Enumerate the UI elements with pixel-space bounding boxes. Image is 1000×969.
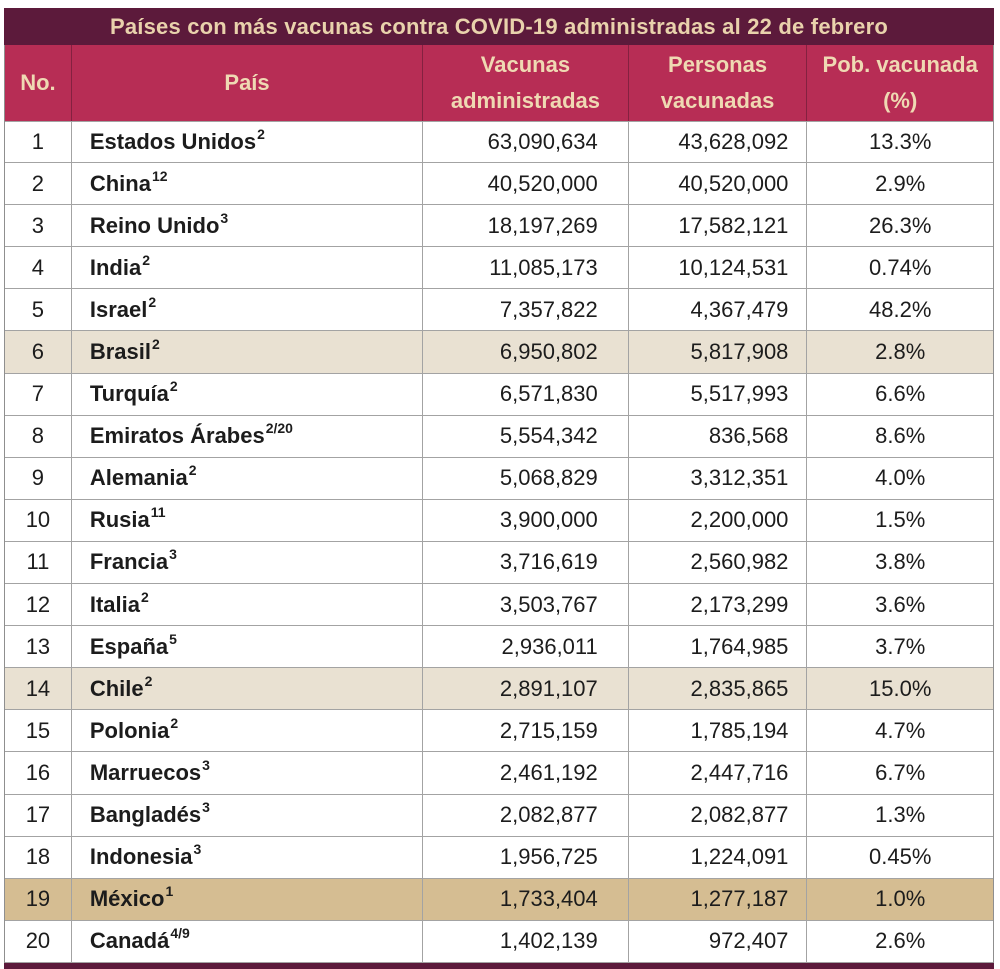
- table-row: [5, 331, 993, 373]
- vaccines-administered-cell: 2,715,159: [422, 710, 628, 751]
- population-vaccinated-pct-cell: 1.5%: [806, 500, 993, 541]
- people-vaccinated-cell: 4,367,479: [628, 289, 807, 330]
- vaccines-administered-cell: 7,357,822: [422, 289, 628, 330]
- table-row: [5, 121, 993, 163]
- country-cell: [71, 668, 422, 709]
- people-vaccinated-cell: 2,200,000: [628, 500, 807, 541]
- country-name: Chile: [89, 675, 144, 701]
- country-name: Marruecos: [89, 759, 202, 785]
- people-vaccinated-cell: 2,835,865: [628, 668, 807, 709]
- country-name: Rusia: [89, 507, 150, 533]
- population-vaccinated-pct-cell: 0.74%: [806, 247, 993, 288]
- country-cell: [71, 374, 422, 415]
- vaccines-administered-cell: 6,950,802: [422, 331, 628, 372]
- table-row: [5, 626, 993, 668]
- table-row: [5, 500, 993, 542]
- table-row: [5, 584, 993, 626]
- footnote-superscript: 2: [152, 336, 160, 353]
- rank-cell: 7: [31, 381, 45, 407]
- vaccines-administered-cell: 11,085,173: [422, 247, 628, 288]
- column-header-population-vaccinated-pct: Pob. vacunada (%): [806, 45, 993, 121]
- rank-cell: 6: [31, 339, 45, 365]
- country-name: España: [89, 633, 169, 659]
- people-vaccinated-cell: 1,277,187: [628, 879, 807, 920]
- footnote-superscript: 3: [202, 756, 210, 773]
- country-cell: [71, 331, 422, 372]
- vaccines-administered-cell: 5,068,829: [422, 458, 628, 499]
- table-row: [5, 458, 993, 500]
- country-cell: [71, 879, 422, 920]
- country-name: Indonesia: [89, 844, 193, 870]
- table-row: [5, 163, 993, 205]
- people-vaccinated-cell: 3,312,351: [628, 458, 807, 499]
- population-vaccinated-pct-cell: 15.0%: [806, 668, 993, 709]
- footnote-superscript: 2/20: [265, 420, 293, 437]
- country-cell: [71, 416, 422, 457]
- country-cell: [71, 795, 422, 836]
- rank-cell: 9: [31, 465, 45, 491]
- rank-cell: 20: [25, 928, 51, 954]
- population-vaccinated-pct-cell: 3.6%: [806, 584, 993, 625]
- vaccines-administered-cell: 5,554,342: [422, 416, 628, 457]
- rank-cell: 1: [31, 129, 45, 155]
- population-vaccinated-pct-cell: 26.3%: [806, 205, 993, 246]
- country-name: Emiratos Árabes: [89, 423, 265, 449]
- rank-cell: 16: [25, 759, 51, 785]
- population-vaccinated-pct-cell: 4.7%: [806, 710, 993, 751]
- people-vaccinated-cell: 10,124,531: [628, 247, 807, 288]
- country-cell: [71, 584, 422, 625]
- people-vaccinated-cell: 43,628,092: [628, 122, 807, 162]
- footnote-superscript: 2: [144, 672, 153, 689]
- vaccines-administered-cell: 3,716,619: [422, 542, 628, 583]
- population-vaccinated-pct-cell: 48.2%: [806, 289, 993, 330]
- people-vaccinated-cell: 1,785,194: [628, 710, 807, 751]
- table-row: [5, 879, 993, 921]
- country-name: Alemania: [89, 465, 188, 491]
- country-cell: [71, 458, 422, 499]
- footnote-superscript: 2: [188, 462, 197, 479]
- population-vaccinated-pct-cell: 0.45%: [806, 837, 993, 878]
- population-vaccinated-pct-cell: 2.6%: [806, 921, 993, 962]
- table-row: [5, 668, 993, 710]
- table-title: Países con más vacunas contra COVID-19 administradas al 22 de febrero: [4, 8, 994, 45]
- population-vaccinated-pct-cell: 3.8%: [806, 542, 993, 583]
- vaccines-administered-cell: 3,900,000: [422, 500, 628, 541]
- people-vaccinated-cell: 1,224,091: [628, 837, 807, 878]
- country-name: Italia: [89, 591, 140, 617]
- footnote-superscript: 3: [193, 841, 202, 858]
- country-cell: [71, 163, 422, 204]
- country-name: Brasil: [89, 339, 152, 365]
- column-header-no: No.: [20, 69, 56, 95]
- vaccines-administered-cell: 1,733,404: [422, 879, 628, 920]
- people-vaccinated-cell: 972,407: [628, 921, 807, 962]
- country-cell: [71, 500, 422, 541]
- table-row: [5, 374, 993, 416]
- population-vaccinated-pct-cell: 2.8%: [806, 331, 993, 372]
- country-cell: [71, 921, 422, 962]
- country-name: Francia: [89, 549, 169, 575]
- country-cell: [71, 752, 422, 793]
- rank-cell: 15: [25, 717, 51, 743]
- column-header-vaccines-administered: Vacunas administradas: [422, 45, 628, 121]
- table-row: [5, 921, 993, 963]
- population-vaccinated-pct-cell: 1.3%: [806, 795, 993, 836]
- vaccines-administered-cell: 2,936,011: [422, 626, 628, 667]
- people-vaccinated-cell: 1,764,985: [628, 626, 807, 667]
- vaccines-administered-cell: 2,891,107: [422, 668, 628, 709]
- vaccines-administered-cell: 40,520,000: [422, 163, 628, 204]
- population-vaccinated-pct-cell: 3.7%: [806, 626, 993, 667]
- people-vaccinated-cell: 2,082,877: [628, 795, 807, 836]
- people-vaccinated-cell: 836,568: [628, 416, 807, 457]
- people-vaccinated-cell: 17,582,121: [628, 205, 807, 246]
- rank-cell: 17: [25, 802, 51, 828]
- country-name: Turquía: [89, 381, 169, 407]
- population-vaccinated-pct-cell: 13.3%: [806, 122, 993, 162]
- country-name: China: [89, 170, 151, 196]
- vaccines-administered-cell: 2,461,192: [422, 752, 628, 793]
- people-vaccinated-cell: 2,560,982: [628, 542, 807, 583]
- country-name: Bangladés: [89, 802, 202, 828]
- footnote-superscript: 3: [169, 546, 177, 563]
- vaccination-table: [4, 8, 994, 969]
- rank-cell: 13: [25, 633, 51, 659]
- footnote-superscript: 11: [150, 504, 166, 521]
- vaccines-administered-cell: 3,503,767: [422, 584, 628, 625]
- rank-cell: 10: [25, 507, 51, 533]
- people-vaccinated-cell: 5,517,993: [628, 374, 807, 415]
- rank-cell: 4: [31, 254, 45, 280]
- rank-cell: 14: [25, 675, 51, 701]
- table-row: [5, 205, 993, 247]
- footnote-superscript: 2: [257, 126, 265, 143]
- population-vaccinated-pct-cell: 6.6%: [806, 374, 993, 415]
- footnote-superscript: 3: [220, 209, 229, 226]
- country-name: Reino Unido: [89, 212, 220, 238]
- country-cell: [71, 205, 422, 246]
- table-row: [5, 795, 993, 837]
- table-bottom-border: [4, 963, 994, 969]
- rank-cell: 18: [25, 844, 51, 870]
- country-name: Canadá: [89, 928, 170, 954]
- vaccines-administered-cell: 1,956,725: [422, 837, 628, 878]
- people-vaccinated-cell: 2,173,299: [628, 584, 807, 625]
- footnote-superscript: 2: [141, 588, 149, 605]
- population-vaccinated-pct-cell: 6.7%: [806, 752, 993, 793]
- vaccines-administered-cell: 2,082,877: [422, 795, 628, 836]
- country-name: Estados Unidos: [89, 129, 257, 155]
- country-cell: [71, 122, 422, 162]
- vaccines-administered-cell: 1,402,139: [422, 921, 628, 962]
- country-cell: [71, 542, 422, 583]
- footnote-superscript: 1: [165, 883, 174, 900]
- table-body: [4, 121, 994, 963]
- rank-cell: 3: [31, 212, 45, 238]
- country-cell: [71, 626, 422, 667]
- country-name: India: [89, 254, 142, 280]
- footnote-superscript: 2: [142, 251, 150, 268]
- rank-cell: 11: [26, 549, 50, 575]
- table-row: [5, 752, 993, 794]
- rank-cell: 12: [25, 591, 51, 617]
- footnote-superscript: 2: [169, 378, 178, 395]
- footnote-superscript: 3: [202, 799, 210, 816]
- population-vaccinated-pct-cell: 1.0%: [806, 879, 993, 920]
- column-header-country: País: [71, 45, 422, 121]
- table-row: [5, 247, 993, 289]
- rank-cell: 19: [25, 886, 51, 912]
- footnote-superscript: 2: [170, 714, 179, 731]
- country-cell: [71, 289, 422, 330]
- table-header-row: [4, 45, 994, 121]
- population-vaccinated-pct-cell: 4.0%: [806, 458, 993, 499]
- footnote-superscript: 5: [169, 630, 177, 647]
- vaccines-administered-cell: 6,571,830: [422, 374, 628, 415]
- country-cell: [71, 837, 422, 878]
- rank-cell: 2: [31, 170, 45, 196]
- country-cell: [71, 710, 422, 751]
- people-vaccinated-cell: 5,817,908: [628, 331, 807, 372]
- rank-cell: 8: [31, 423, 45, 449]
- footnote-superscript: 2: [148, 293, 157, 310]
- table-row: [5, 416, 993, 458]
- population-vaccinated-pct-cell: 8.6%: [806, 416, 993, 457]
- table-row: [5, 542, 993, 584]
- people-vaccinated-cell: 40,520,000: [628, 163, 807, 204]
- country-name: México: [89, 886, 165, 912]
- footnote-superscript: 12: [151, 167, 168, 184]
- country-name: Polonia: [89, 717, 170, 743]
- table-row: [5, 837, 993, 879]
- country-cell: [71, 247, 422, 288]
- country-name: Israel: [89, 296, 148, 322]
- table-row: [5, 710, 993, 752]
- rank-cell: 5: [31, 296, 45, 322]
- footnote-superscript: 4/9: [170, 925, 190, 942]
- population-vaccinated-pct-cell: 2.9%: [806, 163, 993, 204]
- column-header-people-vaccinated: Personas vacunadas: [628, 45, 807, 121]
- vaccines-administered-cell: 18,197,269: [422, 205, 628, 246]
- people-vaccinated-cell: 2,447,716: [628, 752, 807, 793]
- vaccines-administered-cell: 63,090,634: [422, 122, 628, 162]
- table-row: [5, 289, 993, 331]
